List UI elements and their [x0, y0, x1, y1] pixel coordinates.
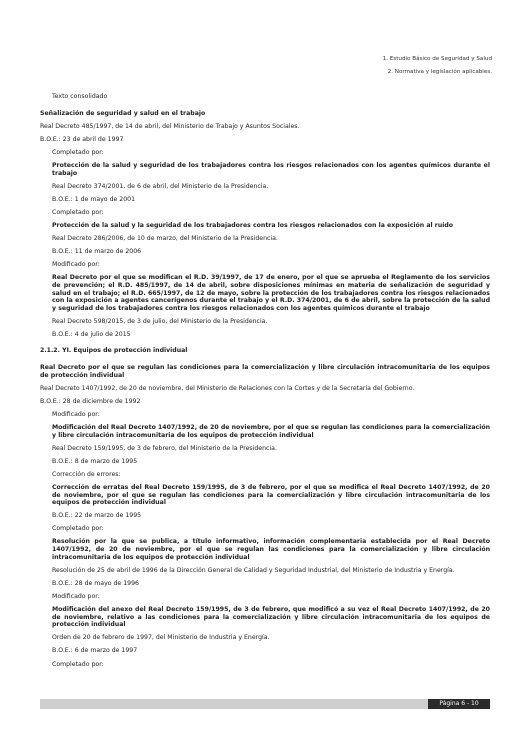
related-boe-date: B.O.E.: 1 de mayo de 2001	[52, 195, 136, 203]
completed-by-label: Completado por:	[52, 148, 104, 156]
related-law-title: Modificación del anexo del Real Decreto 159/1995, de 3 de febrero, que modificó a su vez el Real Decreto 1407/1992, de 20 de noviembre, relativo a las condiciones para la comercialización y libre circulación intracomunitaria de los equipos de protección individual	[52, 606, 490, 629]
modified-by-label: Modificado por:	[52, 261, 100, 269]
related-boe-date: B.O.E.: 28 de mayo de 1996	[52, 579, 139, 587]
consolidated-text-label: Texto consolidado	[52, 93, 108, 100]
related-boe-date: B.O.E.: 6 de marzo de 1997	[52, 647, 138, 655]
decree-reference: Real Decreto 485/1997, de 14 de abril, del Ministerio de Trabajo y Asuntos Sociales.	[40, 122, 300, 130]
related-decree-reference: Real Decreto 286/2006, de 10 de marzo, del Ministerio de la Presidencia.	[52, 235, 278, 243]
related-law-title: Corrección de erratas del Real Decreto 159/1995, de 3 de febrero, por el que se modifica el Real Decreto 1407/1992, de 20 de noviembre, por el que se regulan las condiciones para la comercialización y libre circulación intracomunitaria de los equipos de protección individual	[52, 484, 490, 507]
decree-reference: Real Decreto 1407/1992, de 20 de noviembre, del Ministerio de Relaciones con la Cortes y de la Secretaría del Gobierno.	[40, 384, 415, 392]
law-title: Real Decreto por el que se regulan las condiciones para la comercialización y libre circulación intracomunitaria de los equipos de protección individual	[40, 364, 490, 379]
header-line-2: 2. Normativa y legislación aplicables.	[387, 69, 492, 75]
document-body	[40, 93, 490, 674]
related-decree-reference: Real Decreto 598/2015, de 3 de julio, del Ministerio de la Presidencia.	[52, 317, 268, 325]
completed-by-label: Completado por:	[52, 208, 104, 216]
section-title: Señalización de seguridad y salud en el trabajo	[40, 109, 206, 117]
related-law-title: Real Decreto por el que se modifican el R.D. 39/1997, de 17 de enero, por el que se aprueba el Reglamento de los servicios de prevención; el R.D. 485/1997, de 14 de abril, sobre disposiciones mínimas en materia de señalización de seguridad y salud en el trabajo; el R.D. 665/1997, de 12 de mayo, sobre la protección de los trabajadores contra los riesgos relacionados con la exposición a agentes cancerígenos durante el trabajo y el R.D. 374/2001, de 6 de abril, sobre la protección de la salud y seguridad de los trabajadores contra los riesgos relacionados con los agentes químicos durante el trabajo	[52, 274, 490, 312]
modified-by-label: Modificado por:	[52, 410, 100, 418]
completed-by-label: Completado por:	[52, 660, 104, 668]
related-boe-date: B.O.E.: 4 de julio de 2015	[52, 330, 131, 338]
related-law-title: Modificación del Real Decreto 1407/1992, de 20 de noviembre, por el que se regulan las condiciones para la comercialización y libre circulación intracomunitaria de los equipos de protección individual	[52, 424, 490, 439]
related-law-title: Protección de la salud y la seguridad de los trabajadores contra los riesgos relacionados con la exposición al ruido	[52, 221, 454, 229]
related-decree-reference: Real Decreto 374/2001, de 6 de abril, del Ministerio de la Presidencia.	[52, 182, 269, 190]
header-line-1: 1. Estudio Básico de Seguridad y Salud	[382, 56, 492, 62]
related-law-title: Protección de la salud y seguridad de los trabajadores contra los riesgos relacionados con los agentes químicos durante el trabajo	[52, 161, 490, 177]
related-decree-reference: Orden de 20 de febrero de 1997, del Ministerio de Industria y Energía.	[52, 634, 270, 642]
related-law-title: Resolución por la que se publica, a título informativo, información complementaria establecida por el Real Decreto 1407/1992, de 20 de noviembre, por el que se regulan las condiciones para la comercialización y libre circulación intracomunitaria de los equipos de protección individual	[52, 538, 490, 561]
modified-by-label: Modificado por:	[52, 592, 100, 600]
section-heading: 2.1.2. YI. Equipos de protección individual	[40, 347, 188, 355]
related-boe-date: B.O.E.: 22 de marzo de 1995	[52, 512, 142, 520]
page-number: Página 6 - 10	[428, 699, 490, 709]
related-decree-reference: Resolución de 25 de abril de 1996 de la Dirección General de Calidad y Seguridad Industrial, del Ministerio de Industria y Energía.	[52, 566, 455, 574]
boe-date: B.O.E.: 28 de diciembre de 1992	[40, 397, 141, 405]
related-boe-date: B.O.E.: 8 de marzo de 1995	[52, 457, 138, 465]
related-decree-reference: Real Decreto 159/1995, de 3 de febrero, del Ministerio de la Presidencia.	[52, 444, 277, 452]
related-boe-date: B.O.E.: 11 de marzo de 2006	[52, 248, 142, 256]
footer-bar	[40, 699, 490, 709]
boe-date: B.O.E.: 23 de abril de 1997	[40, 135, 124, 143]
completed-by-label: Completado por:	[52, 525, 104, 533]
corrections-label: Corrección de errores:	[52, 470, 121, 478]
